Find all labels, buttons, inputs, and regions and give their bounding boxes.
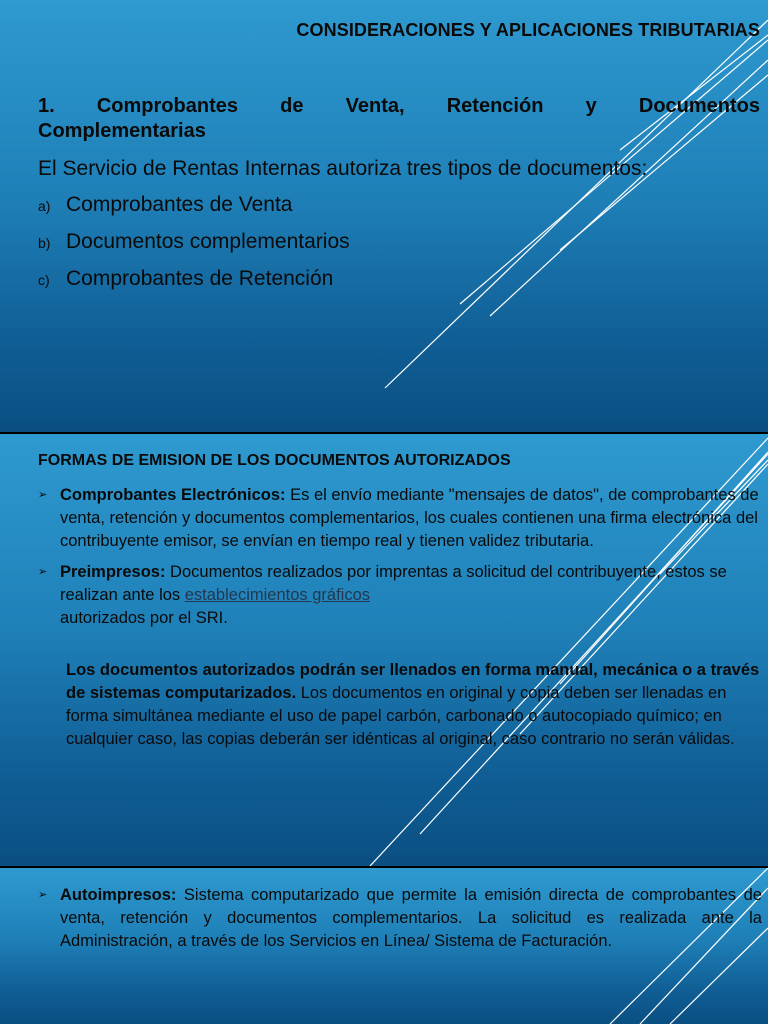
authorized-documents-paragraph	[66, 659, 762, 751]
list-item	[38, 561, 762, 630]
bullet-text: Es el envío mediante "mensajes de datos", de comprobantes de venta, retención y documentos complementarios, los cuales contienen una firma electrónica del contribuyente emisor, se envían en tiempo real y tienen validez tributaria.	[60, 486, 759, 550]
intro-text: El Servicio de Rentas Internas autoriza tres tipos de documentos:	[38, 157, 648, 180]
autoimpresos-list	[38, 884, 762, 961]
bullet-label: Autoimpresos:	[60, 886, 177, 904]
establecimientos-graficos-link[interactable]: establecimientos gráficos	[184, 586, 371, 604]
slide-title: FORMAS DE EMISION DE LOS DOCUMENTOS AUTORIZADOS	[38, 452, 511, 469]
bullet-label: Preimpresos:	[60, 563, 166, 581]
list-marker: b)	[38, 235, 51, 251]
arrow-bullet-icon: ➢	[38, 489, 48, 501]
list-item	[38, 230, 350, 267]
list-item	[38, 267, 350, 304]
slide-3	[0, 868, 768, 1024]
list-item	[38, 884, 762, 953]
bullet-text-tail: autorizados por el SRI.	[60, 609, 228, 627]
section-heading-line1: 1. Comprobantes de Venta, Retención y Documentos	[38, 95, 760, 117]
list-item-text: Comprobantes de Venta	[66, 193, 293, 216]
section-heading-line2: Complementarias	[38, 120, 206, 142]
list-item-text: Comprobantes de Retención	[66, 267, 334, 290]
list-item	[38, 193, 350, 230]
emission-forms-list	[38, 484, 762, 638]
bullet-text: Documentos realizados por imprentas a solicitud del contribuyente, estos se realizan ante los	[60, 563, 727, 604]
list-item	[38, 484, 762, 553]
slide-1	[0, 0, 768, 432]
slide-2	[0, 434, 768, 866]
list-marker: c)	[38, 272, 50, 288]
list-marker: a)	[38, 198, 51, 214]
paragraph-text: Los documentos en original y copia deben ser llenadas en forma simultánea mediante el uso de papel carbón, carbonado o autocopiado químico; en cualquier caso, las copias deberán ser idénticas al original, caso contrario no serán válidas.	[66, 684, 735, 748]
bullet-label: Comprobantes Electrónicos:	[60, 486, 286, 504]
section-heading	[38, 94, 760, 144]
bullet-text: Sistema computarizado que permite la emisión directa de comprobantes de venta, retención y documentos complementarios. La solicitud es realizada ante la Administración, a través de los Servicios en Línea/ Sistema de Facturación.	[60, 886, 762, 950]
paragraph-bold: Los documentos autorizados podrán ser llenados en forma manual, mecánica o a través de sistemas computarizados.	[66, 661, 760, 702]
arrow-bullet-icon: ➢	[38, 566, 48, 578]
list-item-text: Documentos complementarios	[66, 230, 350, 253]
slide-title: CONSIDERACIONES Y APLICACIONES TRIBUTARIAS	[296, 20, 760, 40]
arrow-bullet-icon: ➢	[38, 889, 48, 901]
document-types-list	[38, 193, 350, 304]
